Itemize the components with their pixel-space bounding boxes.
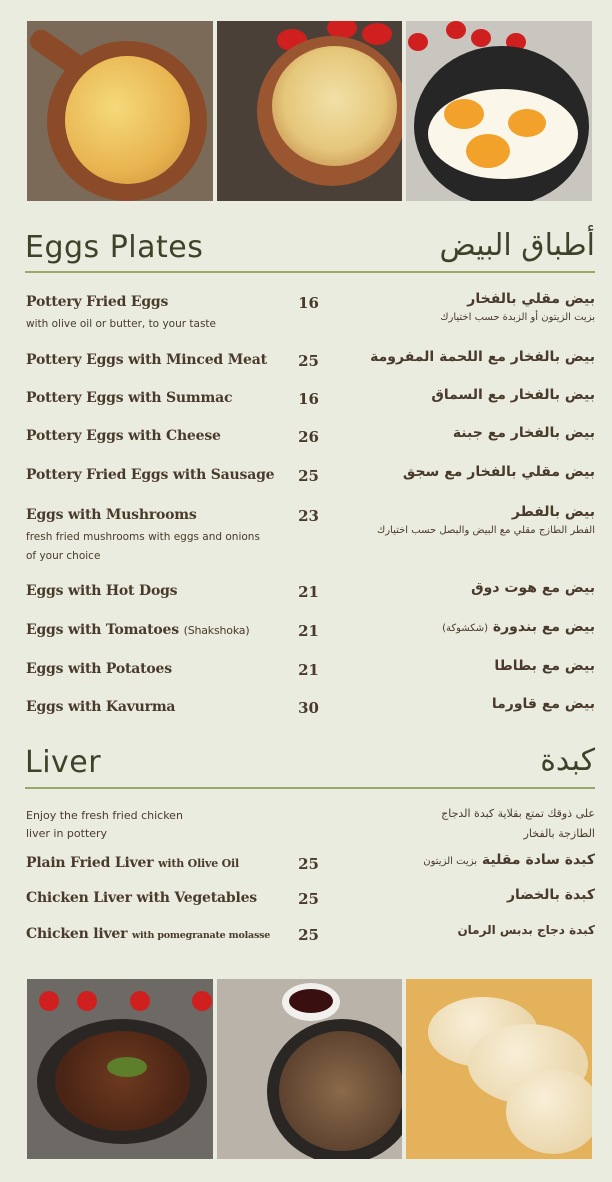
item-price: 21: [298, 622, 319, 640]
item-name-ar: كبدة سادة مقلية بزيت الزيتون: [423, 852, 595, 868]
item-name: Chicken liver with pomegranate molasse: [26, 926, 271, 942]
item-price: 25: [298, 855, 319, 873]
item-name-ar: بيض مع بندورة (شكشوكة): [442, 619, 595, 635]
bottom-photo-strip: [27, 979, 592, 1159]
item-description-ar: الفطر الطازج مقلي مع البيض والبصل حسب اختيارك: [376, 525, 595, 536]
item-description-ar: بزيت الزيتون أو الزبدة حسب اختيارك: [440, 312, 595, 323]
item-price: 21: [298, 583, 319, 601]
item-name-ar: بيض مع هوت دوق: [471, 580, 595, 596]
item-name-ar: بيض بالفخار مع اللحمة المفرومة: [370, 349, 595, 365]
item-price: 26: [298, 428, 319, 446]
item-name: Pottery Eggs with Minced Meat: [26, 352, 267, 368]
item-name: Eggs with Tomatoes (Shakshoka): [26, 622, 250, 638]
photo-scrambled-eggs-pottery: [27, 21, 213, 201]
item-name: Pottery Eggs with Cheese: [26, 428, 221, 444]
item-name: Chicken Liver with Vegetables: [26, 890, 257, 906]
item-price: 16: [298, 390, 319, 408]
item-name-ar: بيض مقلي بالفخار: [467, 291, 595, 307]
liver-divider: [25, 787, 595, 789]
photo-liver-pomegranate: [217, 979, 403, 1159]
item-name: Pottery Fried Eggs with Sausage: [26, 467, 275, 483]
item-name-ar: كبدة بالخضار: [506, 887, 595, 903]
item-description: fresh fried mushrooms with eggs and onions of your choice: [26, 531, 260, 562]
item-name-ar: بيض مع بطاطا: [494, 658, 595, 674]
item-name-ar: بيض بالفخار مع السماق: [431, 387, 595, 403]
eggs-title-en: Eggs Plates: [25, 230, 204, 265]
liver-title-ar: كبدة: [540, 743, 595, 778]
item-name-ar: بيض بالفخار مع جبنة: [452, 425, 595, 441]
liver-intro-en: Enjoy the fresh fried chicken liver in pottery: [26, 809, 183, 840]
liver-intro-ar: على ذوقك تمتع بقلاية كبدة الدجاج الطازجة بالفخار: [441, 807, 595, 840]
item-price: 25: [298, 467, 319, 485]
photo-fried-eggs-pan: [406, 21, 592, 201]
item-name: Pottery Fried Eggs: [26, 294, 169, 310]
photo-eggs-with-sausage: [217, 21, 403, 201]
item-name: Eggs with Mushrooms: [26, 507, 197, 523]
item-name: Plain Fried Liver with Olive Oil: [26, 855, 239, 871]
item-description: with olive oil or butter, to your taste: [26, 318, 216, 330]
item-price: 25: [298, 926, 319, 944]
top-photo-strip: [27, 21, 592, 201]
item-name: Eggs with Hot Dogs: [26, 583, 178, 599]
item-price: 23: [298, 507, 319, 525]
photo-liver-skillet-herbs: [27, 979, 213, 1159]
item-name-ar: كبدة دجاج بدبس الرمان: [457, 923, 595, 937]
eggs-divider: [25, 271, 595, 273]
item-name: Pottery Eggs with Summac: [26, 390, 233, 406]
item-name-ar: بيض مع قاورما: [491, 696, 595, 712]
item-price: 25: [298, 352, 319, 370]
item-name-ar: بيض بالفطر: [511, 504, 595, 520]
item-name: Eggs with Kavurma: [26, 699, 176, 715]
eggs-title-ar: أطباق البيض: [439, 228, 595, 263]
item-price: 16: [298, 294, 319, 312]
item-price: 30: [298, 699, 319, 717]
item-name-ar: بيض مقلي بالفخار مع سجق: [402, 464, 595, 480]
item-price: 25: [298, 890, 319, 908]
item-name: Eggs with Potatoes: [26, 661, 172, 677]
liver-title-en: Liver: [25, 745, 102, 780]
item-price: 21: [298, 661, 319, 679]
photo-bread: [406, 979, 592, 1159]
